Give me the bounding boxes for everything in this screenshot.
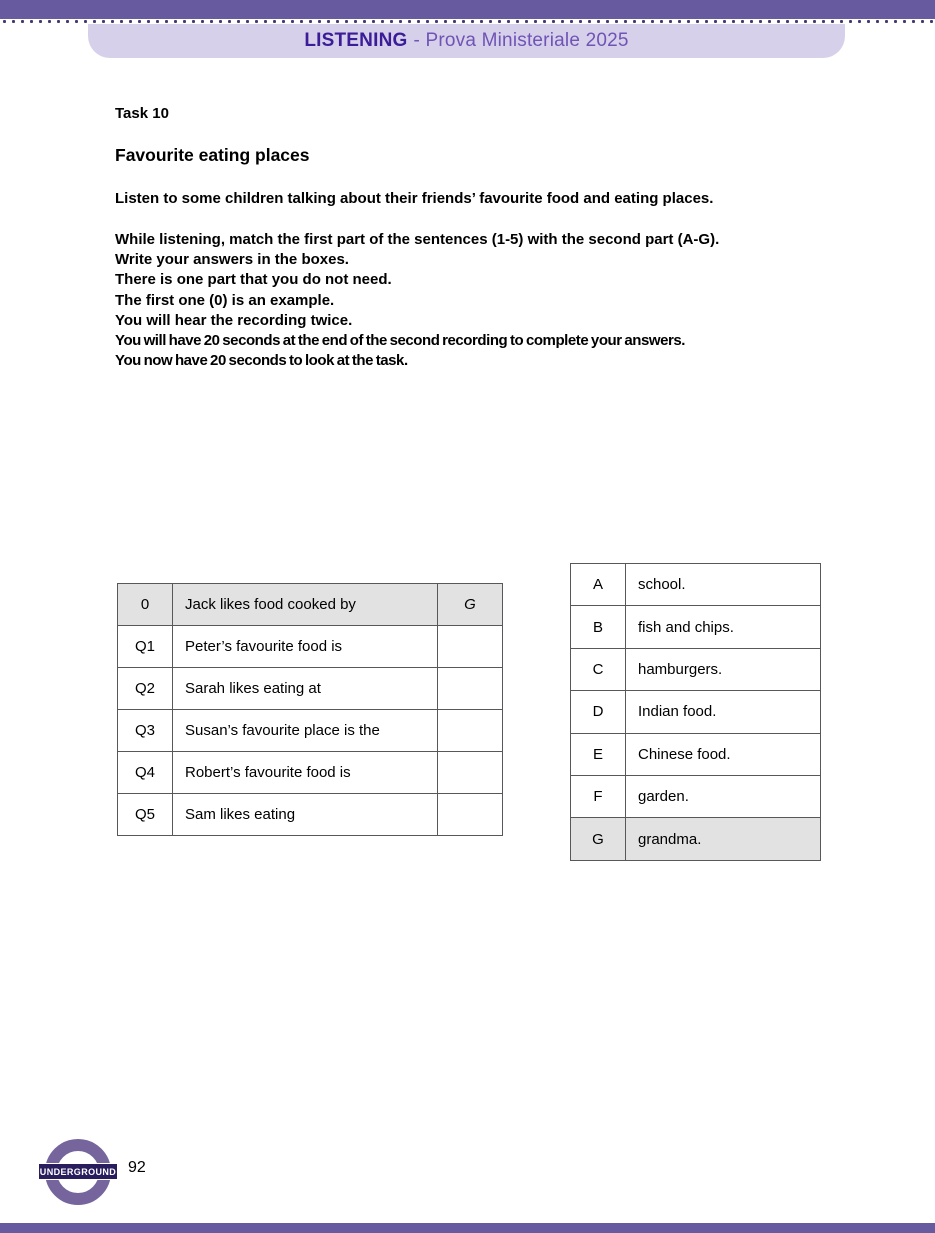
table-row (118, 668, 503, 710)
question-text: Sarah likes eating at (173, 668, 438, 710)
task-number-label: Task 10 (115, 105, 169, 122)
question-id: Q2 (118, 668, 173, 710)
table-row (571, 775, 821, 817)
task-intro-line: Listen to some children talking about their friends’ favourite food and eating places. (115, 190, 714, 207)
instruction-line: You will have 20 seconds at the end of the second recording to complete your answers. (115, 332, 685, 350)
instruction-line: The first one (0) is an example. (115, 291, 335, 309)
task-title: Favourite eating places (115, 145, 310, 165)
underground-roundel-logo (39, 1138, 117, 1206)
question-id: 0 (118, 584, 173, 626)
logo-bar: UNDERGROUND (38, 1163, 118, 1180)
page-header-banner (88, 24, 845, 58)
option-text: Indian food. (626, 691, 821, 733)
option-text: grandma. (626, 818, 821, 860)
table-row (118, 584, 503, 626)
question-text: Jack likes food cooked by (173, 584, 438, 626)
options-table (570, 563, 821, 861)
instruction-line: Write your answers in the boxes. (115, 251, 349, 269)
question-id: Q4 (118, 752, 173, 794)
question-text: Peter’s favourite food is (173, 626, 438, 668)
answer-box[interactable]: G (438, 584, 503, 626)
instruction-line: While listening, match the first part of the sentences (1-5) with the second part (A-G). (115, 231, 720, 248)
answer-box[interactable] (438, 752, 503, 794)
question-id: Q1 (118, 626, 173, 668)
task-instructions (115, 230, 875, 371)
section-title: LISTENING (304, 30, 408, 51)
top-accent-bar (0, 0, 935, 19)
answer-box[interactable] (438, 710, 503, 752)
option-letter: B (571, 606, 626, 648)
option-text: school. (626, 564, 821, 606)
questions-table (117, 583, 503, 836)
table-row (571, 691, 821, 733)
option-letter: C (571, 648, 626, 690)
table-row (118, 626, 503, 668)
instruction-line: You now have 20 seconds to look at the task. (115, 352, 408, 370)
instruction-line: You will hear the recording twice. (115, 311, 353, 329)
option-letter: A (571, 564, 626, 606)
option-letter: E (571, 733, 626, 775)
question-text: Sam likes eating (173, 794, 438, 836)
question-text: Robert’s favourite food is (173, 752, 438, 794)
answer-box[interactable] (438, 668, 503, 710)
question-text: Susan’s favourite place is the (173, 710, 438, 752)
instruction-line: There is one part that you do not need. (115, 271, 392, 289)
option-text: garden. (626, 775, 821, 817)
table-row (571, 648, 821, 690)
section-subtitle: - Prova Ministeriale 2025 (413, 30, 629, 51)
question-id: Q5 (118, 794, 173, 836)
answer-box[interactable] (438, 626, 503, 668)
page-number: 92 (128, 1159, 146, 1176)
table-row (118, 794, 503, 836)
table-row (118, 710, 503, 752)
option-text: Chinese food. (626, 733, 821, 775)
table-row (118, 752, 503, 794)
option-text: fish and chips. (626, 606, 821, 648)
table-row (571, 733, 821, 775)
table-row (571, 818, 821, 860)
option-letter: D (571, 691, 626, 733)
option-letter: G (571, 818, 626, 860)
option-letter: F (571, 775, 626, 817)
table-row (571, 564, 821, 606)
table-row (571, 606, 821, 648)
question-id: Q3 (118, 710, 173, 752)
answer-box[interactable] (438, 794, 503, 836)
option-text: hamburgers. (626, 648, 821, 690)
bottom-accent-bar (0, 1223, 935, 1233)
